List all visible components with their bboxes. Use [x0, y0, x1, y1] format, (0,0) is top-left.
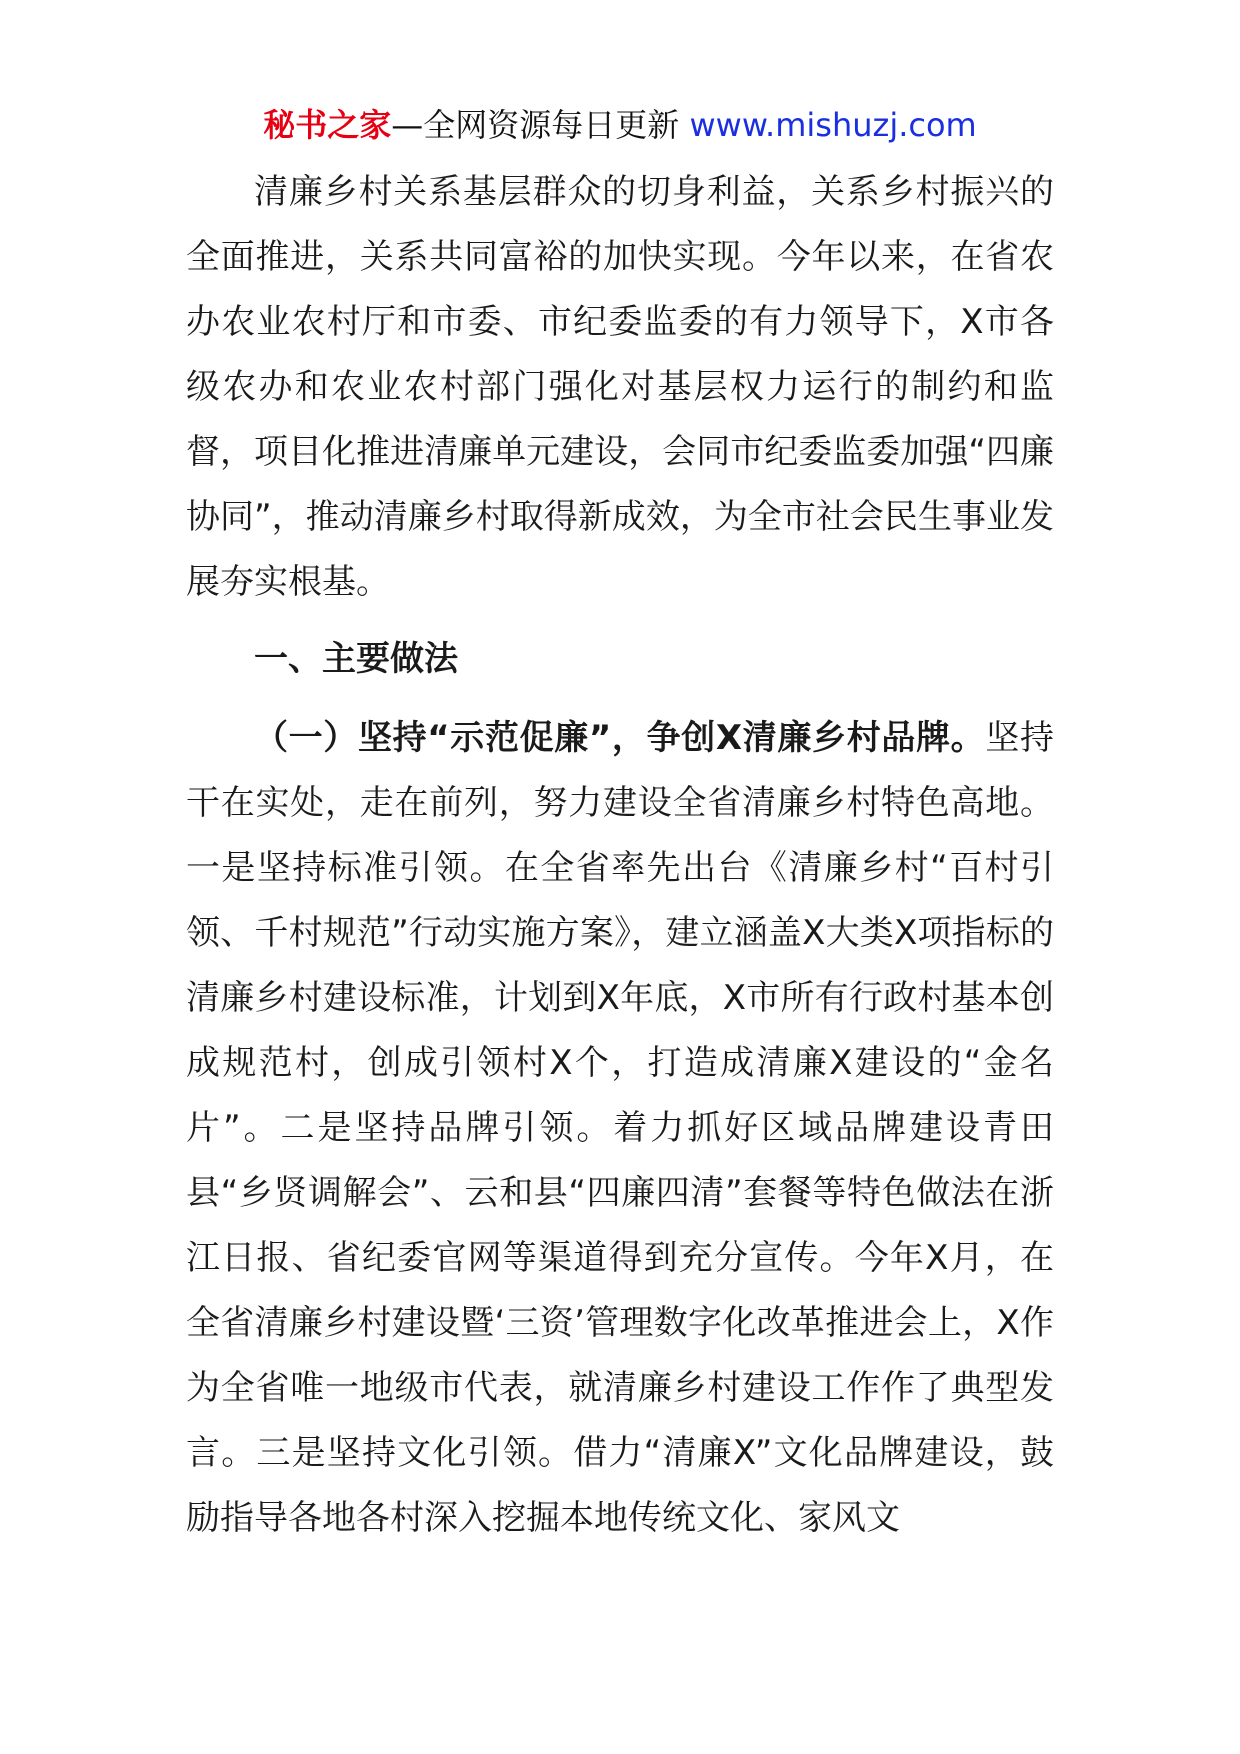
section-heading: 一、主要做法: [254, 639, 458, 679]
site-brand: 秘书之家: [263, 106, 392, 144]
paragraph-text: 坚持干在实处，走在前列，努力建设全省清廉乡村特色高地。一是坚持标准引领。在全省率先出台《清廉乡村“百村引领、千村规范”行动实施方案》，建立涵盖X大类X项指标的清廉乡村建设标准，计划到X年底，X市所有行政村基本创成规范村，创成引领村X个，打造成清廉X建设的“金名片”。二是坚持品牌引领。着力抓好区域品牌建设青田县“乡贤调解会”、云和县“四廉四清”套餐等特色做法在浙江日报、省纪委官网等渠道得到充分宣传。今年X月，在全省清廉乡村建设暨‘三资’管理数字化改革推进会上，X作为全省唯一地级市代表，就清廉乡村建设工作作了典型发言。三是坚持文化引领。借力“清廉X”文化品牌建设，鼓励指导各地各村深入挖掘本地传统文化、家风文: [186, 718, 1054, 1538]
page-header: [0, 100, 1240, 150]
body-paragraph: [186, 706, 1054, 1551]
site-tagline: —全网资源每日更新: [391, 106, 690, 144]
document-body: [186, 160, 1054, 1551]
paragraph-heading: （一）坚持“示范促廉”，争创X清廉乡村品牌。: [254, 718, 986, 758]
intro-paragraph: 清廉乡村关系基层群众的切身利益，关系乡村振兴的全面推进，关系共同富裕的加快实现。今年以来，在省农办农业农村厅和市委、市纪委监委的有力领导下，X市各级农办和农业农村部门强化对基层权力运行的制约和监督，项目化推进清廉单元建设，会同市纪委监委加强“四廉协同”，推动清廉乡村取得新成效，为全市社会民生事业发展夯实根基。: [186, 172, 1054, 602]
site-url[interactable]: www.mishuzj.com: [689, 106, 977, 144]
